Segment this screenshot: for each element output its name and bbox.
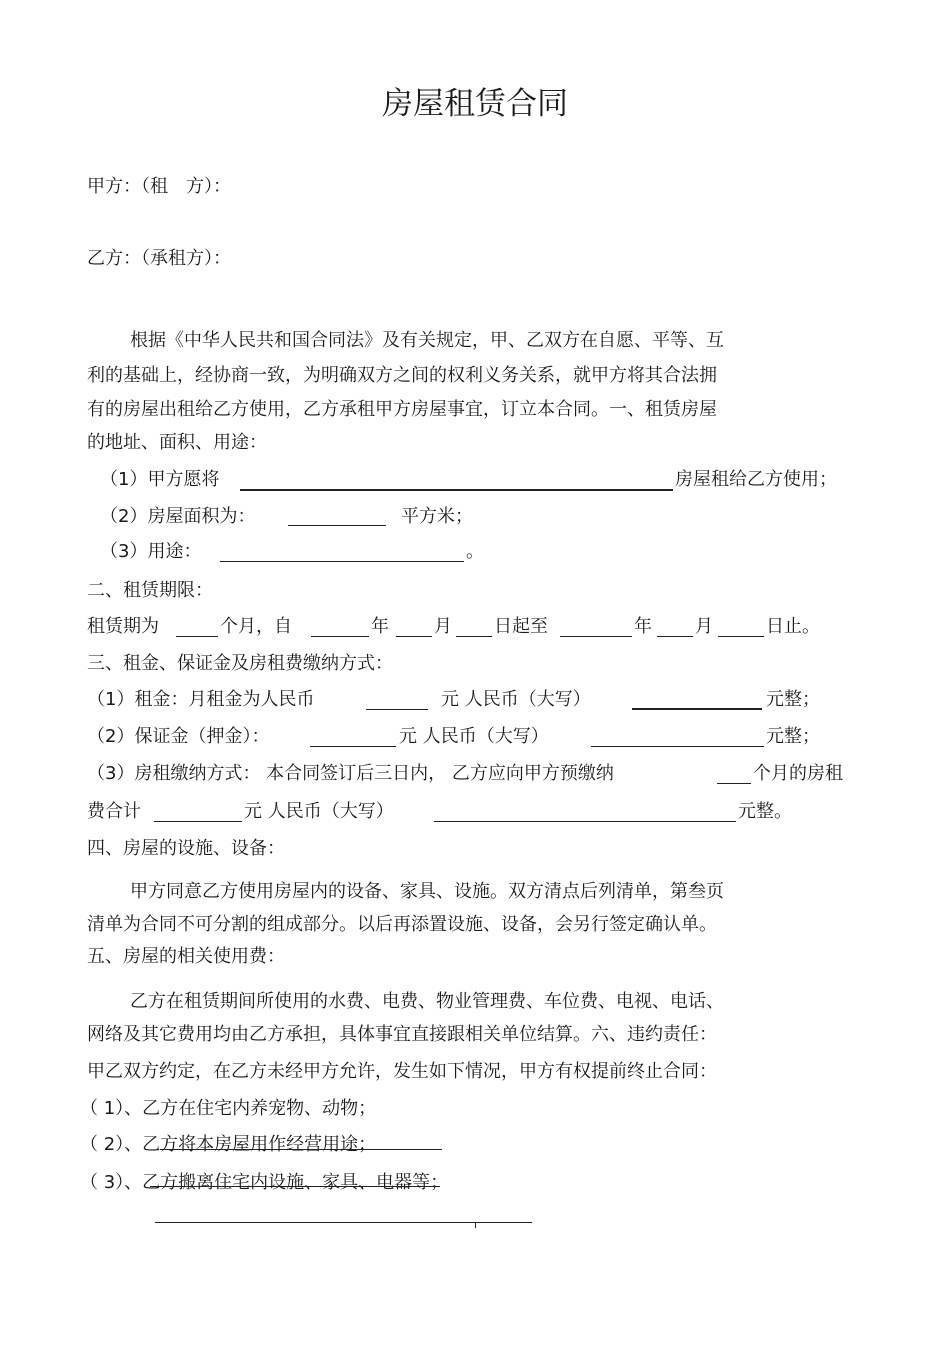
item-2-prefix: （2）房屋面积为： [100, 506, 256, 527]
document-title: 房屋租赁合同 [382, 86, 568, 122]
term-c: 年 [371, 616, 389, 637]
rent-suffix: 元整； [766, 689, 820, 710]
total-suffix: 元整。 [738, 801, 792, 822]
section-4-line-1: 甲方同意乙方使用房屋内的设备、家具、设施。双方清点后列清单，第叁页 [130, 881, 724, 902]
term-e: 日起至 [494, 616, 548, 637]
strike-line-3 [150, 1186, 440, 1187]
term-h: 日止。 [766, 616, 820, 637]
term-g: 月 [695, 616, 713, 637]
term-a: 租赁期为 [87, 616, 159, 637]
intro-line-4: 的地址、面积、用途： [87, 432, 267, 453]
prepay-months-blank [717, 783, 751, 784]
start-year-blank [311, 636, 369, 637]
purpose-blank [220, 561, 464, 562]
item-1-suffix: 房屋租给乙方使用； [675, 469, 837, 490]
area-blank [288, 525, 386, 526]
start-month-blank [396, 636, 432, 637]
total-amount-blank [154, 821, 242, 822]
section-2-heading: 二、租赁期限： [87, 580, 213, 601]
section-5-heading: 五、房屋的相关使用费： [87, 946, 285, 967]
breach-item-1: （ 1）、乙方在住宅内养宠物、动物； [80, 1098, 377, 1119]
item-3-prefix: （3）用途： [100, 541, 202, 562]
party-b-label: 乙方：（承租方）： [87, 248, 231, 269]
item-2-suffix: 平方米； [401, 506, 473, 527]
rent-amount-blank [366, 709, 428, 710]
rent-uppercase-blank [632, 708, 762, 710]
section-5-line-2: 网络及其它费用均由乙方承担，具体事宜直接跟相关单位结算。六、违约责任： [87, 1024, 717, 1045]
section-3-heading: 三、租金、保证金及房租费缴纳方式： [87, 653, 393, 674]
deposit-uppercase-blank [591, 746, 764, 747]
total-uppercase-blank [434, 821, 736, 822]
rent-uppercase-label: 元 人民币（大写） [441, 689, 591, 710]
item-1-prefix: （1）甲方愿将 [100, 469, 220, 490]
months-blank [176, 636, 218, 637]
breach-item-3: （ 3）、乙方搬离住宅内设施、家具、电器等； [80, 1172, 449, 1193]
party-a-label: 甲方：（租 方）： [87, 176, 231, 197]
breach-item-2: （ 2）、乙方将本房屋用作经营用途； [80, 1134, 377, 1155]
deposit-suffix: 元整； [766, 726, 820, 747]
end-month-blank [657, 636, 693, 637]
end-day-blank [718, 636, 764, 637]
section-4-heading: 四、房屋的设施、设备： [87, 838, 285, 859]
intro-line-2: 利的基础上，经协商一致，为明确双方之间的权利义务关系，就甲方将其合法拥 [87, 365, 717, 386]
rent-label: （1）租金：月租金为人民币 [87, 689, 315, 710]
deposit-label: （2）保证金（押金）： [87, 726, 270, 747]
end-year-blank [560, 636, 632, 637]
deposit-amount-blank [310, 746, 396, 747]
section-5-line-1: 乙方在租赁期间所使用的水费、电费、物业管理费、车位费、电视、电话、 [130, 991, 724, 1012]
address-blank [240, 489, 673, 491]
term-f: 年 [634, 616, 652, 637]
total-uppercase-label: 元 人民币（大写） [244, 801, 394, 822]
intro-line-3: 有的房屋出租给乙方使用，乙方承租甲方房屋事宜，订立本合同。一、租赁房屋 [87, 399, 717, 420]
payment-method-label: （3）房租缴纳方式： 本合同签订后三日内， 乙方应向甲方预缴纳 [87, 763, 614, 784]
footer-rule-tick [475, 1222, 476, 1228]
total-label: 费合计 [87, 801, 141, 822]
term-d: 月 [434, 616, 452, 637]
payment-method-suffix: 个月的房租 [753, 763, 843, 784]
item-3-suffix: 。 [466, 541, 484, 562]
start-day-blank [456, 636, 492, 637]
deposit-uppercase-label: 元 人民币（大写） [399, 726, 549, 747]
term-b: 个月，自 [220, 616, 292, 637]
section-6-intro: 甲乙双方约定，在乙方未经甲方允许，发生如下情况，甲方有权提前终止合同： [87, 1061, 717, 1082]
strike-line-2 [160, 1149, 442, 1150]
intro-line-1: 根据《中华人民共和国合同法》及有关规定，甲、乙双方在自愿、平等、互 [130, 330, 724, 351]
section-4-line-2: 清单为合同不可分割的组成部分。以后再添置设施、设备，会另行签定确认单。 [87, 914, 717, 935]
